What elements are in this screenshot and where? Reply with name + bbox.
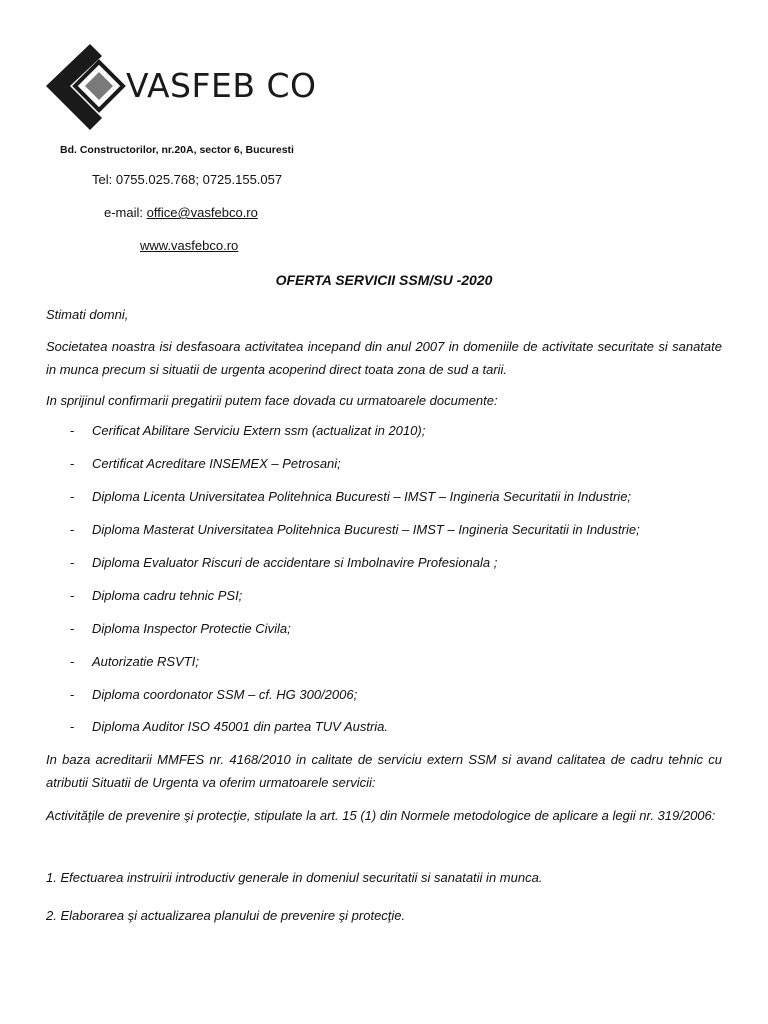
service-item: 1. Efectuarea instruirii introductiv generale in domeniul securitatii si sanatatii in munca. [46,870,543,885]
list-item: - Diploma Inspector Protectie Civila; [70,621,291,636]
activities-paragraph: Activităţile de prevenire şi protecţie, stipulate la art. 15 (1) din Normele metodologice de aplicare a legii nr. 319/2006: [46,808,716,823]
accreditation-paragraph: In baza acreditarii MMFES nr. 4168/2010 in calitate de serviciu extern SSM si avand calitatea de cadru tehnic cu atributii Situatii de Urgenta va oferim urmatoarele servicii: [46,752,722,790]
list-item: - Diploma Evaluator Riscuri de accidentare si Imbolnavire Profesionala ; [70,555,498,570]
list-item: - Diploma coordonator SSM – cf. HG 300/2006; [70,687,358,702]
greeting: Stimati domni, [46,307,129,322]
company-address: Bd. Constructorilor, nr.20A, sector 6, Bucuresti [60,144,294,156]
logo-text: VASFEB CO [126,66,317,105]
list-item: - Diploma cadru tehnic PSI; [70,588,243,603]
list-item: - Cerificat Abilitare Serviciu Extern ssm (actualizat in 2010); [70,423,426,438]
list-item: - Certificat Acreditare INSEMEX – Petrosani; [70,456,341,471]
company-phone: Tel: 0755.025.768; 0725.155.057 [92,172,283,187]
company-email [104,205,258,220]
logo-diamond-inner [85,72,113,100]
list-item: - Autorizatie RSVTI; [70,654,199,669]
list-item: - Diploma Auditor ISO 45001 din partea TUV Austria. [70,719,389,734]
intro-paragraph: Societatea noastra isi desfasoara activitatea incepand din anul 2007 in domeniile de activitate securitate si sanatate in munca precum si situatii de urgenta acoperind direct toata zona de sud a tarii. [46,339,722,377]
website-link[interactable]: www.vasfebco.ro [140,238,239,253]
document-title: OFERTA SERVICII SSM/SU -2020 [275,272,493,288]
service-item: 2. Elaborarea şi actualizarea planului de prevenire şi protecţie. [46,908,406,923]
list-item: - Diploma Masterat Universitatea Politehnica Bucuresti – IMST – Ingineria Securitatii in Industrie; [70,522,640,537]
list-item: - Diploma Licenta Universitatea Politehnica Bucuresti – IMST – Ingineria Securitatii in Industrie; [70,489,632,504]
email-label: e-mail: [104,205,147,220]
proof-intro: In sprijinul confirmarii pregatirii putem face dovada cu urmatoarele documente: [46,393,498,408]
email-link[interactable]: office@vasfebco.ro [146,205,258,220]
